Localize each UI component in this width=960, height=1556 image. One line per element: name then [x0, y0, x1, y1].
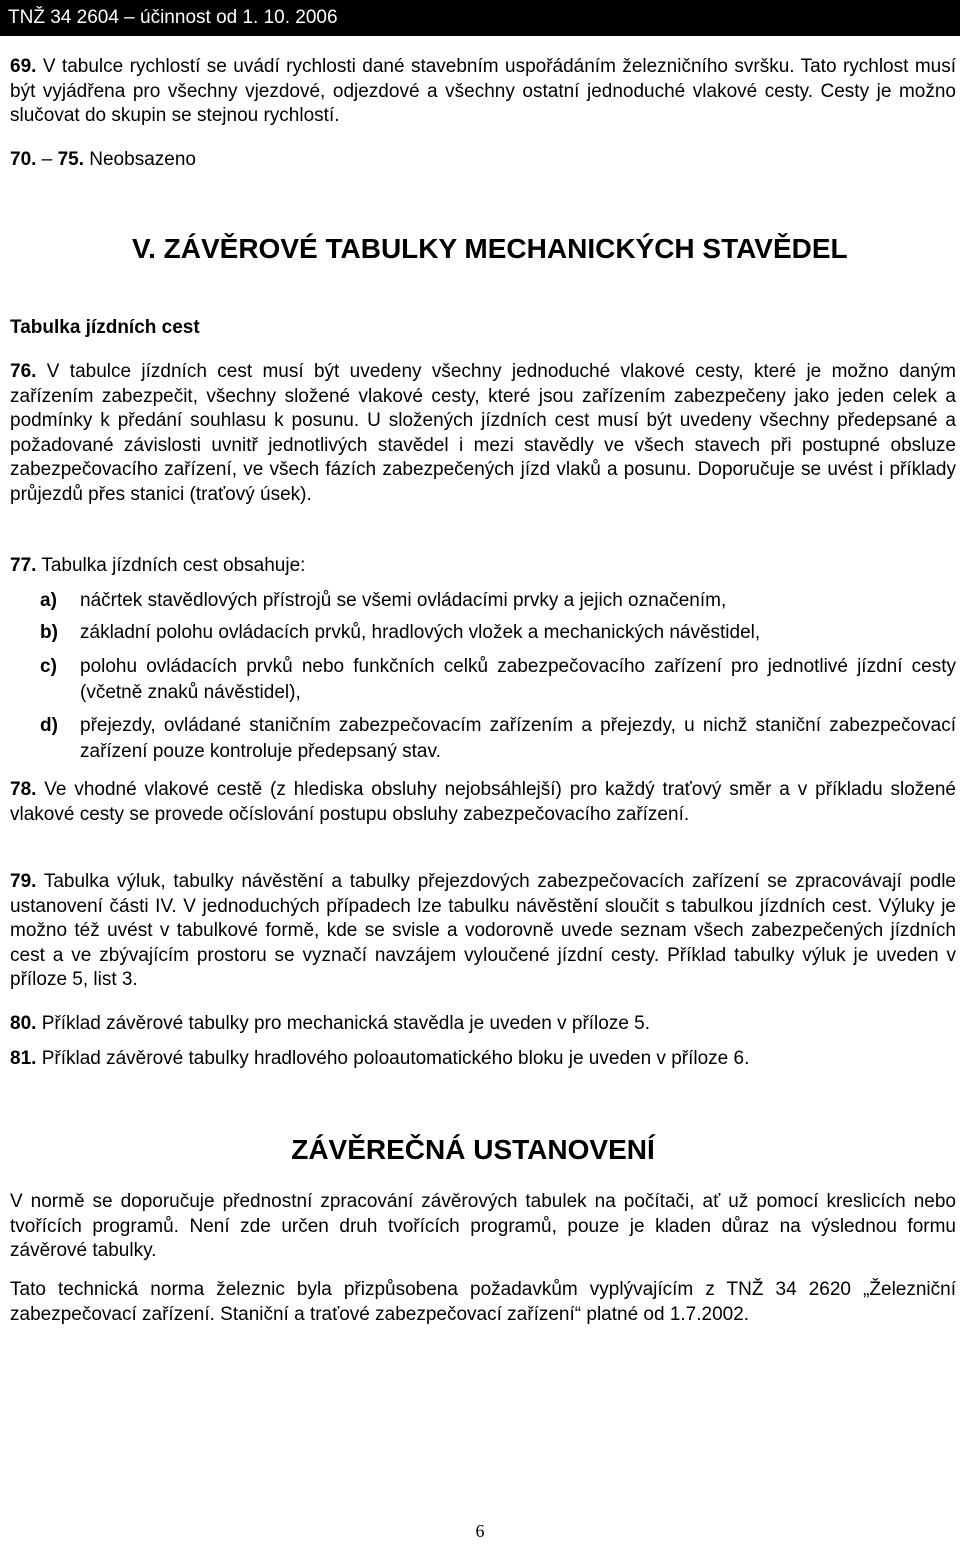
paragraph-text: V tabulce rychlostí se uvádí rychlosti dané stavebním uspořádáním železničního svršku. Tato rychlost musí být vyjádřena pro všechny vjezdové, odjezdové a všechny ostatní jednoduché vlakové cesty. Cesty je možno slučovat do skupin se stejnou rychlostí. [10, 56, 956, 127]
paragraph-text: Tabulka výluk, tabulky návěstění a tabulky přejezdových zabezpečovacích zařízení se zpracovávají podle ustanovení části IV. V jednoduchých případech lze tabulku návěstění sloučit s tabulkou jízdních cest. Výluky je možno též uvést v tabulkové formě, kde se svisle a vodorovně uvede seznam všech zabezpečených jízdních cest a ve zbývajícím prostoru se vyznačí navzájem vyloučené jízdní cesty. Příklad tabulky výluk je uveden v příloze 5, list 3. [10, 871, 956, 991]
list-item-text: přejezdy, ovládané staničním zabezpečovacím zařízením a přejezdy, u nichž staniční zabezpečovací zařízení pouze kontroluje předepsaný stav. [80, 715, 956, 762]
paragraph-69 [10, 55, 956, 129]
list-item [10, 713, 956, 765]
section-title: V. ZÁVĚROVÉ TABULKY MECHANICKÝCH STAVĚDEL [132, 233, 848, 264]
paragraph-76 [10, 360, 956, 508]
paragraph-number: 69. [10, 56, 37, 77]
paragraph-77 [10, 554, 305, 578]
list-item-text: polohu ovládacích prvků nebo funkčních celků zabezpečovacího zařízení pro jednotlivé jízdní cesty (včetně znaků návěstidel), [80, 656, 956, 703]
list-item [10, 620, 956, 646]
header-title: TNŽ 34 2604 – účinnost od 1. 10. 2006 [8, 7, 338, 28]
list-item [10, 654, 956, 706]
paragraph-number: 75. [57, 149, 84, 170]
paragraph-text: Příklad závěrové tabulky pro mechanická stavědla je uveden v příloze 5. [41, 1013, 651, 1034]
final-paragraph-2: Tato technická norma železnic byla přizpůsobena požadavkům vyplývajícím z TNŽ 34 2620 „Železniční zabezpečovací zařízení. Staniční a traťové zabezpečovací zařízení“ platné od 1.7.2002. [10, 1279, 956, 1325]
paragraph-81 [10, 1047, 749, 1071]
paragraph-number: 70. [10, 149, 37, 170]
paragraph-number: 81. [10, 1048, 37, 1069]
paragraph-text: Ve vhodné vlakové cestě (z hlediska obsluhy nejobsáhlejší) pro každý traťový směr a v příkladu složené vlakové cesty se provede očíslování postupu obsluhy zabezpečovacího zařízení. [10, 779, 957, 825]
list-item-label: d) [40, 715, 58, 736]
paragraph-text: Neobsazeno [89, 149, 196, 170]
paragraph-80 [10, 1012, 650, 1036]
paragraph-number: 80. [10, 1013, 37, 1034]
paragraph-number: 76. [10, 361, 37, 382]
final-paragraph-1: V normě se doporučuje přednostní zpracování závěrových tabulek na počítači, ať už pomocí kreslicích nebo tvořících programů. Není zde určen druh tvořících programů, pouze je kladen důraz na výslednou formu závěrové tabulky. [10, 1191, 956, 1262]
paragraph-number: 77. [10, 555, 37, 576]
list-item-label: c) [40, 656, 57, 677]
paragraph-number: 79. [10, 871, 37, 892]
final-section-title: ZÁVĚREČNÁ USTANOVENÍ [291, 1134, 655, 1165]
list-item [10, 588, 956, 614]
list-item-text: základní polohu ovládacích prvků, hradlových vložek a mechanických návěstidel, [80, 622, 761, 643]
page-number: 6 [475, 1521, 485, 1541]
paragraph-78 [10, 778, 956, 827]
subsection-title: Tabulka jízdních cest [10, 317, 200, 338]
range-dash: – [41, 149, 53, 170]
paragraph-70-75 [10, 148, 196, 172]
paragraph-number: 78. [10, 779, 37, 800]
document-header [0, 0, 960, 36]
paragraph-text: V tabulce jízdních cest musí být uvedeny všechny jednoduché vlakové cesty, které je možno daným zařízením zabezpečit, všechny složené vlakové cesty, které jsou zařízením zabezpečeny jako jeden celek a podmínky k předání souhlasu k posunu. U složených jízdních cest musí být uvedeny všechny předepsané a požadované závislosti uvnitř jednotlivých stavědel i mezi stavědly ve všech stavech při postupné obsluze zabezpečovacího zařízení, ve všech fázích zabezpečených jízd vlaků a posunu. Doporučuje se uvést i příklady průjezdů přes stanici (traťový úsek). [10, 361, 957, 505]
paragraph-text: Tabulka jízdních cest obsahuje: [41, 555, 306, 576]
paragraph-79 [10, 870, 956, 993]
paragraph-text: Příklad závěrové tabulky hradlového poloautomatického bloku je uveden v příloze 6. [41, 1048, 750, 1069]
list-item-label: b) [40, 622, 58, 643]
list-item-label: a) [40, 590, 57, 611]
list-item-text: náčrtek stavědlových přístrojů se všemi ovládacími prvky a jejich označením, [80, 590, 727, 611]
